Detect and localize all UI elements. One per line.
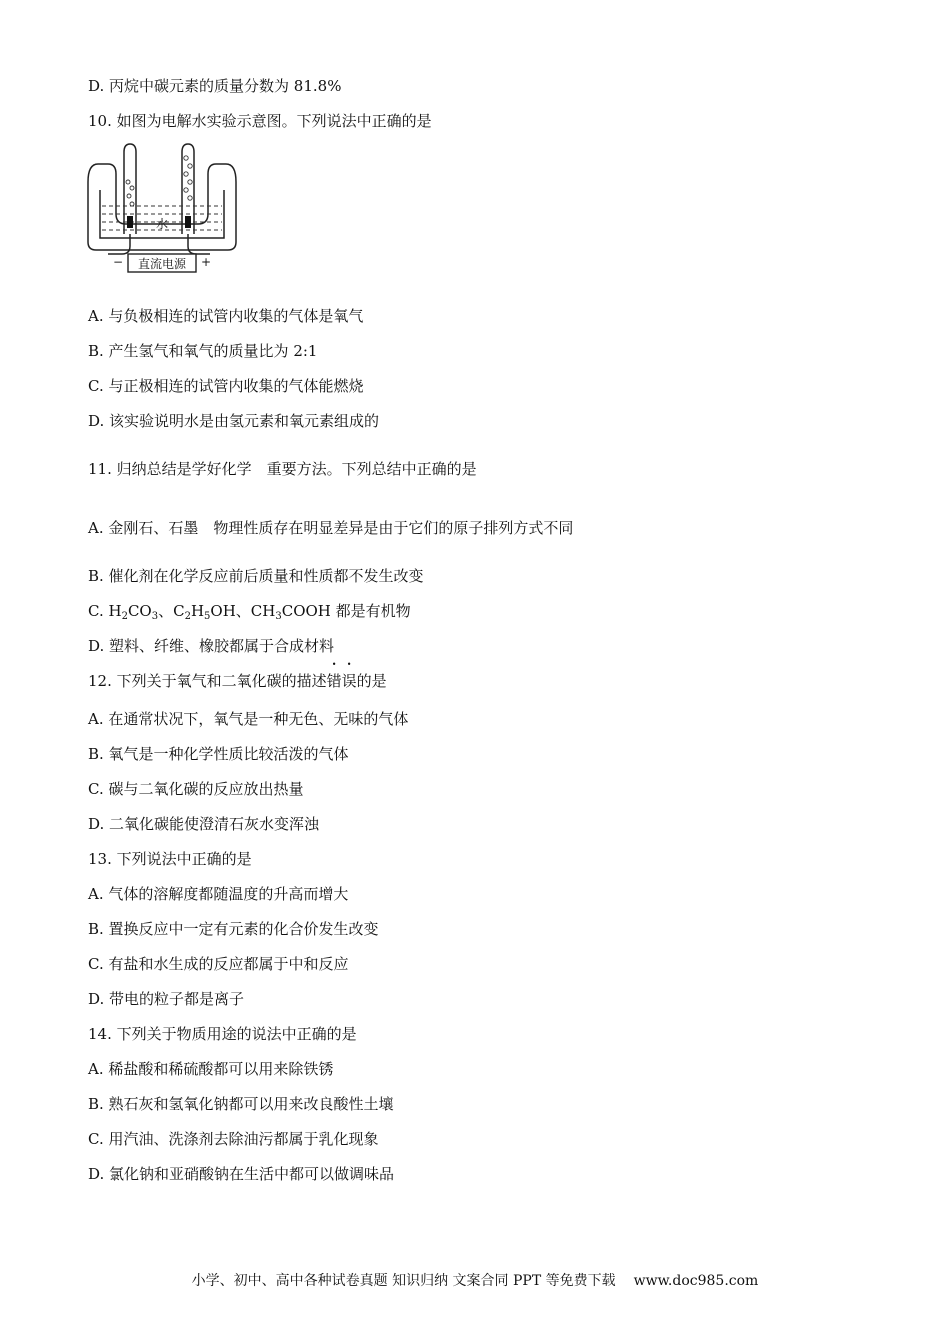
q11-c-sub-3: 3 — [151, 611, 159, 622]
q9-option-d: D. 丙烷中碳元素的质量分数为 81.8% — [88, 77, 342, 95]
q12-stem-suffix: 的是 — [356, 672, 387, 690]
q11-c-sub-ch3: 3 — [275, 611, 282, 622]
q10-option-c: C. 与正极相连的试管内收集的气体能燃烧 — [88, 377, 364, 395]
q11-c-prefix: C. H — [88, 602, 122, 620]
q14-option-a: A. 稀盐酸和稀硫酸都可以用来除铁锈 — [88, 1060, 334, 1078]
q11-option-b: B. 催化剂在化学反应前后质量和性质都不发生改变 — [88, 567, 424, 585]
q12-option-c: C. 碳与二氧化碳的反应放出热量 — [88, 780, 304, 798]
footer-text: 小学、初中、高中各种试卷真题 知识归纳 文案合同 PPT 等免费下载 — [191, 1273, 616, 1289]
page-footer — [0, 1270, 950, 1290]
power-source-label: 直流电源 — [137, 257, 187, 271]
q10-option-d: D. 该实验说明水是由氢元素和氧元素组成的 — [88, 412, 380, 430]
electrolysis-diagram — [86, 142, 238, 274]
q14-option-c: C. 用汽油、洗涤剂去除油污都属于乳化现象 — [88, 1130, 379, 1148]
q12-option-a: A. 在通常状况下，氧气是一种无色、无味的气体 — [88, 710, 409, 728]
q13-option-b: B. 置换反应中一定有元素的化合价发生改变 — [88, 920, 379, 938]
q11-c-sub-h2: 2 — [121, 611, 128, 622]
q11-c-oh: OH、CH — [210, 602, 276, 620]
q12-emphasis-char-1: 错 — [326, 672, 342, 690]
negative-pole: − — [112, 255, 124, 269]
q13-option-d: D. 带电的粒子都是离子 — [88, 990, 245, 1008]
q11-c-h: H — [190, 602, 205, 620]
q12-stem-prefix: 12. 下列关于氧气和二氧化碳的描述 — [88, 672, 327, 690]
q11-c-sep1: 、C — [158, 602, 185, 620]
q11-c-sub-c2: 2 — [184, 611, 191, 622]
q10-option-a: A. 与负极相连的试管内收集的气体是氧气 — [88, 307, 364, 325]
q12-stem — [88, 671, 387, 691]
q11-option-d: D. 塑料、纤维、橡胶都属于合成材料 — [88, 637, 335, 655]
q10-option-b: B. 产生氢气和氧气的质量比为 2:1 — [88, 342, 318, 360]
q13-option-c: C. 有盐和水生成的反应都属于中和反应 — [88, 955, 349, 973]
q10-stem: 10. 如图为电解水实验示意图。下列说法中正确的是 — [88, 112, 432, 130]
q13-stem: 13. 下列说法中正确的是 — [88, 850, 252, 868]
q12-emphasis-char-2: 误 — [341, 672, 357, 690]
positive-pole: + — [200, 255, 212, 269]
q14-option-d: D. 氯化钠和亚硝酸钠在生活中都可以做调味品 — [88, 1165, 395, 1183]
q14-option-b: B. 熟石灰和氢氧化钠都可以用来改良酸性土壤 — [88, 1095, 394, 1113]
q11-c-sub-5: 5 — [204, 611, 211, 622]
q12-option-d: D. 二氧化碳能使澄清石灰水变浑浊 — [88, 815, 320, 833]
q11-stem: 11. 归纳总结是学好化学 重要方法。下列总结中正确的是 — [88, 460, 477, 478]
water-label: 水 — [155, 217, 169, 231]
q11-c-tail: COOH 都是有机物 — [281, 602, 411, 620]
q14-stem: 14. 下列关于物质用途的说法中正确的是 — [88, 1025, 357, 1043]
q11-option-a: A. 金刚石、石墨 物理性质存在明显差异是由于它们的原子排列方式不同 — [88, 519, 574, 537]
footer-site-link[interactable]: www.doc985.com — [633, 1273, 759, 1289]
q13-option-a: A. 气体的溶解度都随温度的升高而增大 — [88, 885, 349, 903]
q12-option-b: B. 氧气是一种化学性质比较活泼的气体 — [88, 745, 349, 763]
q11-option-c — [88, 601, 411, 627]
q11-c-co: CO — [127, 602, 152, 620]
